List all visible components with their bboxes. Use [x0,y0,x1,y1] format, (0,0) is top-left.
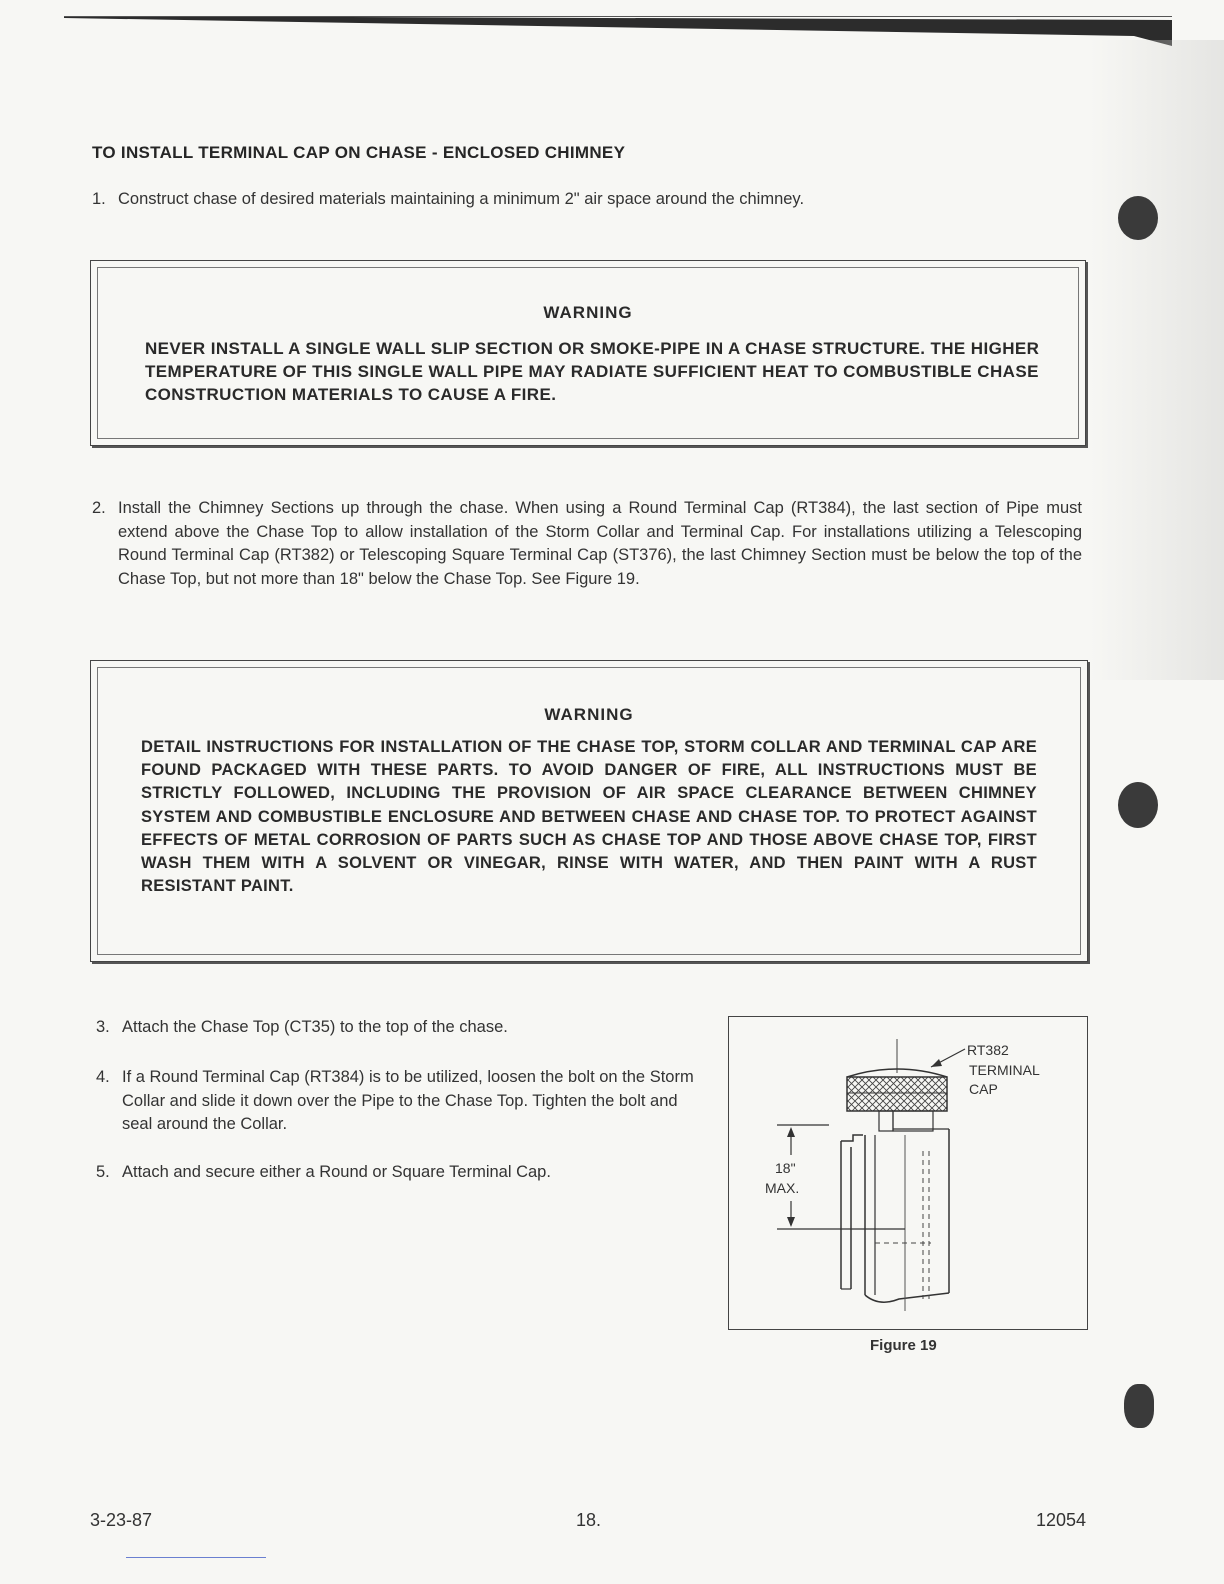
arrow-head-icon [931,1059,942,1067]
cap-neck [879,1111,893,1131]
step-number: 3. [96,1018,110,1036]
chase-top-collar [841,1135,863,1141]
step-text: Attach and secure either a Round or Square Terminal Cap. [122,1163,551,1181]
pipe-base [865,1293,949,1302]
warning-box-2 [90,660,1088,962]
punch-hole-bottom [1124,1384,1154,1428]
punch-hole-top [1118,196,1158,240]
punch-hole-middle [1118,782,1158,828]
step-2 [92,497,1082,591]
footer-page-number: 18. [576,1510,602,1530]
warning-body: NEVER INSTALL A SINGLE WALL SLIP SECTION OR SMOKE-PIPE IN A CHASE STRUCTURE. THE HIGHER TEMPERATURE OF THIS SINGLE WALL PIPE MAY RADIATE SUFFICIENT HEAT TO COMBUSTIBLE CHASE CONSTRUCTION MATERIALS TO CAUSE A FIRE. [145,339,1040,404]
dimension-label-18: 18" [775,1160,796,1176]
step-text: Attach the Chase Top (CT35) to the top of the chase. [122,1018,508,1036]
section-heading: TO INSTALL TERMINAL CAP ON CHASE - ENCLOSED CHIMNEY [92,143,626,162]
page-edge-shadow [1090,40,1224,680]
figure-19-diagram [728,1016,1088,1330]
step-text: Install the Chimney Sections up through the chase. When using a Round Terminal Cap (RT384), the last section of Pipe must extend above the Chase Top to allow installation of the Storm Collar and Terminal Cap. For installations utilizing a Telescoping Round Terminal Cap (RT382) or Telescoping Square Terminal Cap (ST376), the last Chimney Section must be below the top of the Chase Top, but not more than 18" below the Chase Top. See Figure 19. [118,499,1082,588]
dimension-label-max: MAX. [765,1180,800,1196]
footer-doc-number: 12054 [1036,1510,1087,1530]
step-text: Construct chase of desired materials maintaining a minimum 2" air space around the chimney. [118,190,805,208]
cap-label-terminal: TERMINAL [969,1062,1040,1078]
cap-label-model: RT382 [967,1042,1009,1058]
arrow-up-icon [787,1127,795,1137]
cap-label-cap: CAP [969,1081,998,1097]
step-text: If a Round Terminal Cap (RT384) is to be utilized, loosen the bolt on the Storm Collar and slide it down over the Pipe to the Chase Top. Tighten the bolt and seal around the Collar. [122,1068,694,1133]
footer-date: 3-23-87 [90,1510,153,1530]
warning-title: WARNING [544,705,634,724]
warning-body: DETAIL INSTRUCTIONS FOR INSTALLATION OF THE CHASE TOP, STORM COLLAR AND TERMINAL CAP ARE FOUND PACKAGED WITH THESE PARTS. TO AVOID DANGER OF FIRE, ALL INSTRUCTIONS MUST BE STRICTLY FOLLOWED, INCLUDING THE PROVISION OF AIR SPACE CLEARANCE BETWEEN CHIMNEY SYSTEM AND COMBUSTIBLE ENCLOSURE AND BETWEEN CHASE AND CHASE TOP. TO PROTECT AGAINST EFFECTS OF METAL CORROSION OF PARTS SUCH AS CHASE TOP AND THOSE ABOVE CHASE TOP, FIRST WASH THEM WITH A SOLVENT OR VINEGAR, RINSE WITH WATER, AND THEN PAINT WITH A RUST RESISTANT PAINT. [141,738,1037,896]
step-number: 4. [96,1068,110,1086]
step-number: 5. [96,1163,110,1181]
step-5 [96,1161,696,1185]
warning-box-1 [90,260,1086,446]
terminal-cap [847,1077,947,1111]
chimney-diagram [729,1017,1087,1329]
step-1 [92,188,952,212]
arrow-down-icon [787,1217,795,1227]
step-number: 2. [92,499,106,517]
step-number: 1. [92,190,106,208]
top-rule [64,16,1172,46]
step-4 [96,1066,696,1137]
figure-caption: Figure 19 [870,1337,937,1354]
warning-title: WARNING [543,303,633,322]
cap-neck-right [893,1111,933,1131]
step-3 [96,1016,696,1040]
scan-edge-line [126,1557,266,1558]
